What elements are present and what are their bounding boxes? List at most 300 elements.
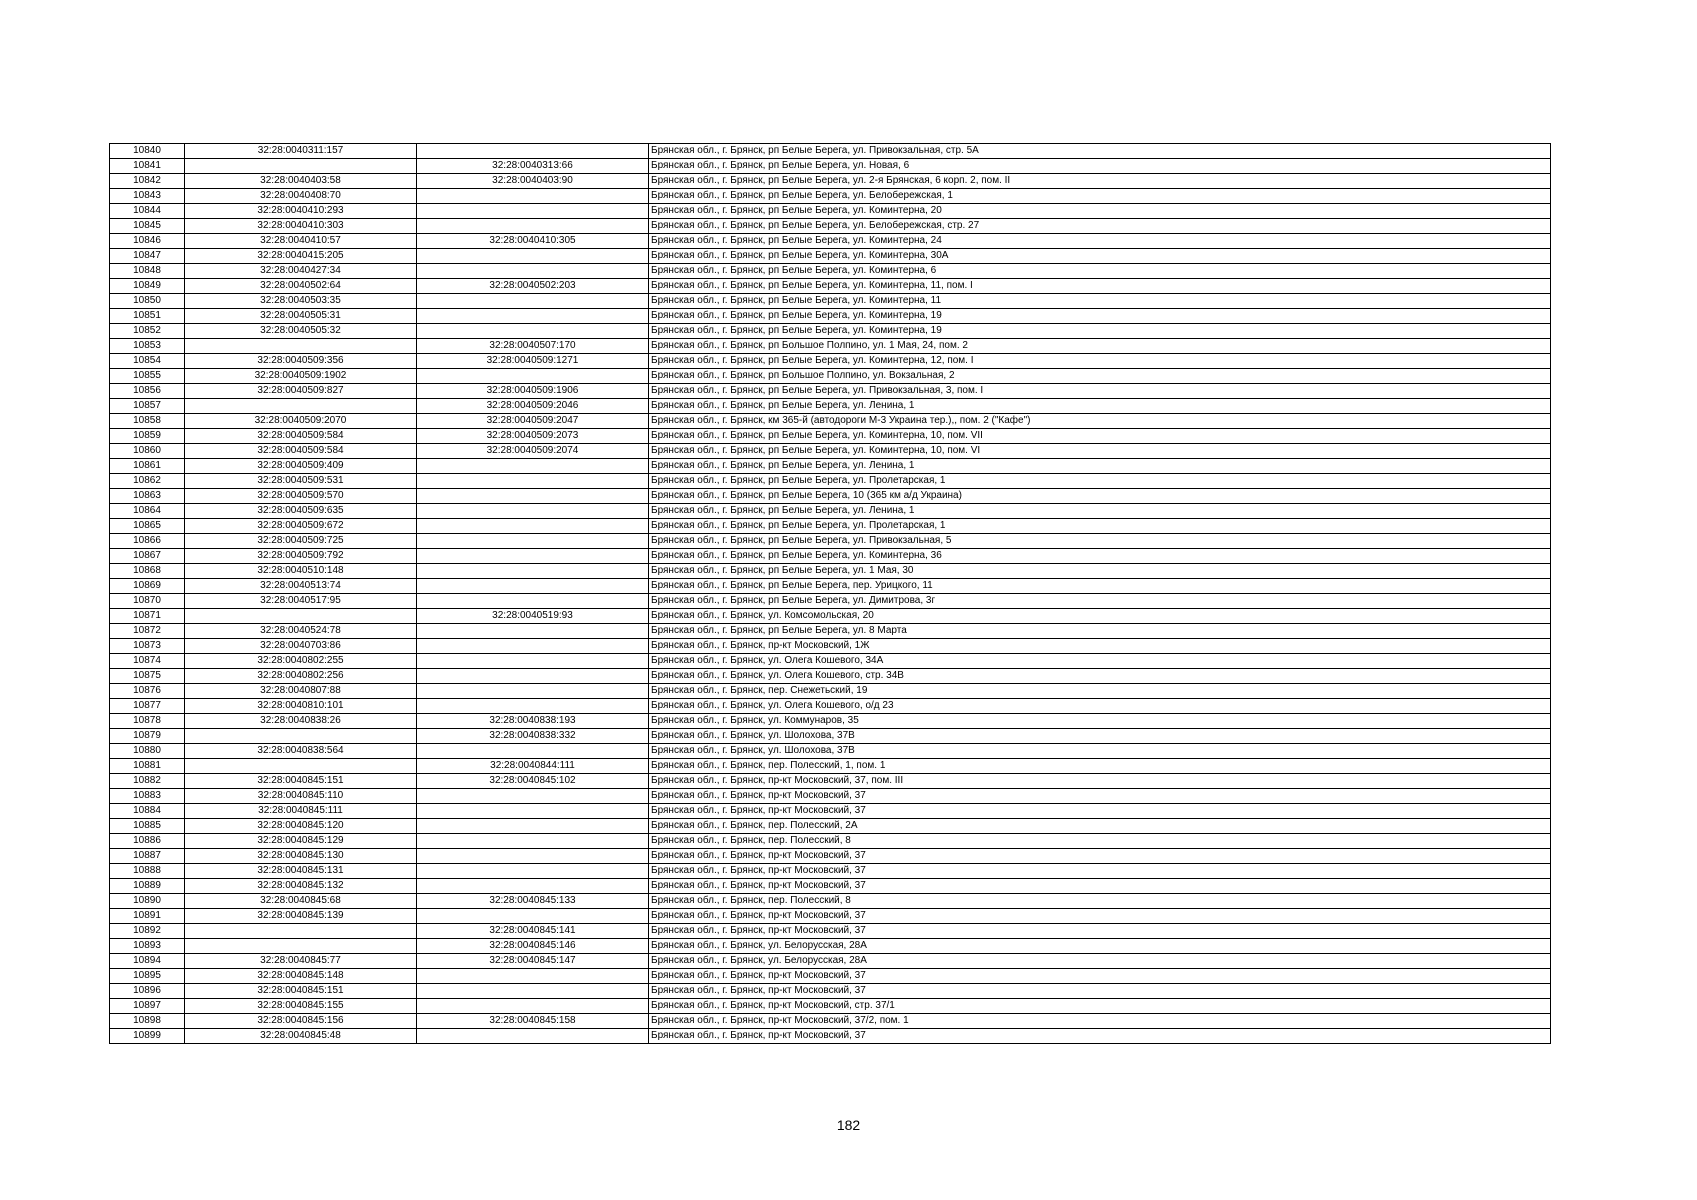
cadastral-number-cell: 32:28:0040845:139 <box>185 909 417 924</box>
related-cadastral-number-cell <box>417 549 649 564</box>
table-row <box>110 264 1551 279</box>
related-cadastral-number-cell <box>417 744 649 759</box>
cadastral-number-cell: 32:28:0040524:78 <box>185 624 417 639</box>
table-row <box>110 174 1551 189</box>
cadastral-number-cell: 32:28:0040427:34 <box>185 264 417 279</box>
related-cadastral-number-cell: 32:28:0040845:147 <box>417 954 649 969</box>
cadastral-number-cell: 32:28:0040509:725 <box>185 534 417 549</box>
table-row <box>110 324 1551 339</box>
table-row <box>110 159 1551 174</box>
related-cadastral-number-cell <box>417 804 649 819</box>
related-cadastral-number-cell <box>417 639 649 654</box>
cadastral-number-cell: 32:28:0040802:256 <box>185 669 417 684</box>
row-number-cell: 10848 <box>110 264 185 279</box>
row-number-cell: 10868 <box>110 564 185 579</box>
cadastral-number-cell: 32:28:0040810:101 <box>185 699 417 714</box>
table-row <box>110 339 1551 354</box>
related-cadastral-number-cell <box>417 594 649 609</box>
address-cell: Брянская обл., г. Брянск, пр-кт Московский, 37 <box>649 864 1551 879</box>
table-row <box>110 354 1551 369</box>
related-cadastral-number-cell <box>417 879 649 894</box>
row-number-cell: 10883 <box>110 789 185 804</box>
address-cell: Брянская обл., г. Брянск, пр-кт Московский, 37 <box>649 849 1551 864</box>
table-row <box>110 444 1551 459</box>
cadastral-number-cell: 32:28:0040403:58 <box>185 174 417 189</box>
table-row <box>110 729 1551 744</box>
row-number-cell: 10869 <box>110 579 185 594</box>
related-cadastral-number-cell: 32:28:0040845:146 <box>417 939 649 954</box>
related-cadastral-number-cell <box>417 864 649 879</box>
address-cell: Брянская обл., г. Брянск, рп Белые Берега, ул. Ленина, 1 <box>649 399 1551 414</box>
address-cell: Брянская обл., г. Брянск, пр-кт Московский, 37, пом. III <box>649 774 1551 789</box>
row-number-cell: 10873 <box>110 639 185 654</box>
related-cadastral-number-cell <box>417 504 649 519</box>
cadastral-number-cell <box>185 609 417 624</box>
address-cell: Брянская обл., г. Брянск, ул. Шолохова, 37В <box>649 744 1551 759</box>
address-cell: Брянская обл., г. Брянск, ул. Комсомольская, 20 <box>649 609 1551 624</box>
row-number-cell: 10881 <box>110 759 185 774</box>
related-cadastral-number-cell <box>417 219 649 234</box>
row-number-cell: 10874 <box>110 654 185 669</box>
address-cell: Брянская обл., г. Брянск, рп Белые Берега, ул. Новая, 6 <box>649 159 1551 174</box>
table-row <box>110 744 1551 759</box>
related-cadastral-number-cell: 32:28:0040509:1271 <box>417 354 649 369</box>
row-number-cell: 10862 <box>110 474 185 489</box>
address-cell: Брянская обл., г. Брянск, пр-кт Московский, 37 <box>649 879 1551 894</box>
table-row <box>110 894 1551 909</box>
related-cadastral-number-cell <box>417 849 649 864</box>
address-cell: Брянская обл., г. Брянск, пр-кт Московский, стр. 37/1 <box>649 999 1551 1014</box>
cadastral-number-cell <box>185 759 417 774</box>
cadastral-number-cell: 32:28:0040510:148 <box>185 564 417 579</box>
related-cadastral-number-cell: 32:28:0040509:2046 <box>417 399 649 414</box>
related-cadastral-number-cell: 32:28:0040507:170 <box>417 339 649 354</box>
address-cell: Брянская обл., г. Брянск, ул. Белорусская, 28А <box>649 939 1551 954</box>
row-number-cell: 10877 <box>110 699 185 714</box>
related-cadastral-number-cell <box>417 1029 649 1044</box>
row-number-cell: 10858 <box>110 414 185 429</box>
table-row <box>110 369 1551 384</box>
address-cell: Брянская обл., г. Брянск, пер. Снежетьский, 19 <box>649 684 1551 699</box>
related-cadastral-number-cell <box>417 294 649 309</box>
related-cadastral-number-cell: 32:28:0040509:2073 <box>417 429 649 444</box>
related-cadastral-number-cell: 32:28:0040845:141 <box>417 924 649 939</box>
row-number-cell: 10854 <box>110 354 185 369</box>
table-row <box>110 189 1551 204</box>
address-cell: Брянская обл., г. Брянск, рп Большое Полпино, ул. Вокзальная, 2 <box>649 369 1551 384</box>
row-number-cell: 10866 <box>110 534 185 549</box>
table-row <box>110 459 1551 474</box>
table-row <box>110 144 1551 159</box>
cadastral-number-cell: 32:28:0040845:156 <box>185 1014 417 1029</box>
address-cell: Брянская обл., г. Брянск, пр-кт Московский, 37/2, пом. 1 <box>649 1014 1551 1029</box>
cadastral-number-cell: 32:28:0040517:95 <box>185 594 417 609</box>
cadastral-number-cell: 32:28:0040509:672 <box>185 519 417 534</box>
related-cadastral-number-cell <box>417 474 649 489</box>
address-cell: Брянская обл., г. Брянск, пр-кт Московский, 1Ж <box>649 639 1551 654</box>
cadastral-number-cell: 32:28:0040845:151 <box>185 984 417 999</box>
related-cadastral-number-cell <box>417 699 649 714</box>
table-row <box>110 669 1551 684</box>
table-row <box>110 549 1551 564</box>
related-cadastral-number-cell: 32:28:0040519:93 <box>417 609 649 624</box>
cadastral-number-cell <box>185 939 417 954</box>
row-number-cell: 10856 <box>110 384 185 399</box>
cadastral-number-cell: 32:28:0040845:132 <box>185 879 417 894</box>
cadastral-number-cell: 32:28:0040509:635 <box>185 504 417 519</box>
table-row <box>110 384 1551 399</box>
address-cell: Брянская обл., г. Брянск, пр-кт Московский, 37 <box>649 804 1551 819</box>
address-cell: Брянская обл., г. Брянск, рп Белые Берега, ул. 8 Марта <box>649 624 1551 639</box>
row-number-cell: 10872 <box>110 624 185 639</box>
related-cadastral-number-cell <box>417 999 649 1014</box>
row-number-cell: 10890 <box>110 894 185 909</box>
table-row <box>110 864 1551 879</box>
table-row <box>110 309 1551 324</box>
cadastral-number-cell: 32:28:0040845:77 <box>185 954 417 969</box>
row-number-cell: 10899 <box>110 1029 185 1044</box>
cadastral-number-cell: 32:28:0040502:64 <box>185 279 417 294</box>
table-row <box>110 234 1551 249</box>
cadastral-number-cell: 32:28:0040838:26 <box>185 714 417 729</box>
related-cadastral-number-cell <box>417 264 649 279</box>
related-cadastral-number-cell <box>417 324 649 339</box>
row-number-cell: 10889 <box>110 879 185 894</box>
address-cell: Брянская обл., г. Брянск, рп Белые Берега, ул. Димитрова, 3г <box>649 594 1551 609</box>
row-number-cell: 10893 <box>110 939 185 954</box>
address-cell: Брянская обл., г. Брянск, рп Белые Берега, ул. Коминтерна, 20 <box>649 204 1551 219</box>
table-row <box>110 849 1551 864</box>
table-row <box>110 819 1551 834</box>
address-cell: Брянская обл., г. Брянск, рп Большое Полпино, ул. 1 Мая, 24, пом. 2 <box>649 339 1551 354</box>
address-cell: Брянская обл., г. Брянск, рп Белые Берега, ул. 2-я Брянская, 6 корп. 2, пом. II <box>649 174 1551 189</box>
address-cell: Брянская обл., г. Брянск, пр-кт Московский, 37 <box>649 969 1551 984</box>
address-cell: Брянская обл., г. Брянск, пер. Полесский, 8 <box>649 894 1551 909</box>
related-cadastral-number-cell <box>417 654 649 669</box>
row-number-cell: 10853 <box>110 339 185 354</box>
row-number-cell: 10855 <box>110 369 185 384</box>
related-cadastral-number-cell <box>417 819 649 834</box>
related-cadastral-number-cell <box>417 459 649 474</box>
cadastral-number-cell: 32:28:0040408:70 <box>185 189 417 204</box>
related-cadastral-number-cell <box>417 534 649 549</box>
related-cadastral-number-cell <box>417 309 649 324</box>
row-number-cell: 10852 <box>110 324 185 339</box>
related-cadastral-number-cell <box>417 519 649 534</box>
related-cadastral-number-cell <box>417 249 649 264</box>
related-cadastral-number-cell: 32:28:0040502:203 <box>417 279 649 294</box>
row-number-cell: 10849 <box>110 279 185 294</box>
row-number-cell: 10882 <box>110 774 185 789</box>
address-cell: Брянская обл., г. Брянск, пр-кт Московский, 37 <box>649 909 1551 924</box>
address-cell: Брянская обл., г. Брянск, рп Белые Берега, ул. Белобережская, 1 <box>649 189 1551 204</box>
cadastral-number-cell: 32:28:0040505:32 <box>185 324 417 339</box>
row-number-cell: 10895 <box>110 969 185 984</box>
table-row <box>110 699 1551 714</box>
address-cell: Брянская обл., г. Брянск, рп Белые Берега, ул. Белобережская, стр. 27 <box>649 219 1551 234</box>
address-cell: Брянская обл., г. Брянск, пр-кт Московский, 37 <box>649 789 1551 804</box>
related-cadastral-number-cell <box>417 984 649 999</box>
cadastral-number-cell: 32:28:0040509:356 <box>185 354 417 369</box>
table-row <box>110 759 1551 774</box>
related-cadastral-number-cell: 32:28:0040410:305 <box>417 234 649 249</box>
cadastral-number-cell: 32:28:0040311:157 <box>185 144 417 159</box>
related-cadastral-number-cell <box>417 834 649 849</box>
cadastral-number-cell: 32:28:0040845:151 <box>185 774 417 789</box>
row-number-cell: 10840 <box>110 144 185 159</box>
row-number-cell: 10859 <box>110 429 185 444</box>
address-cell: Брянская обл., г. Брянск, рп Белые Берега, ул. Коминтерна, 30А <box>649 249 1551 264</box>
cadastral-number-cell <box>185 159 417 174</box>
cadastral-number-cell: 32:28:0040509:409 <box>185 459 417 474</box>
related-cadastral-number-cell <box>417 204 649 219</box>
related-cadastral-number-cell <box>417 684 649 699</box>
row-number-cell: 10843 <box>110 189 185 204</box>
table-row <box>110 624 1551 639</box>
cadastral-number-cell: 32:28:0040509:570 <box>185 489 417 504</box>
address-cell: Брянская обл., г. Брянск, ул. Олега Кошевого, о/д 23 <box>649 699 1551 714</box>
address-cell: Брянская обл., г. Брянск, рп Белые Берега, ул. Пролетарская, 1 <box>649 519 1551 534</box>
table-row <box>110 414 1551 429</box>
related-cadastral-number-cell <box>417 579 649 594</box>
row-number-cell: 10863 <box>110 489 185 504</box>
table-row <box>110 219 1551 234</box>
row-number-cell: 10860 <box>110 444 185 459</box>
related-cadastral-number-cell: 32:28:0040403:90 <box>417 174 649 189</box>
cadastral-number-cell: 32:28:0040410:303 <box>185 219 417 234</box>
table-row <box>110 399 1551 414</box>
table-row <box>110 579 1551 594</box>
related-cadastral-number-cell <box>417 369 649 384</box>
row-number-cell: 10842 <box>110 174 185 189</box>
row-number-cell: 10896 <box>110 984 185 999</box>
address-cell: Брянская обл., г. Брянск, рп Белые Берега, ул. Привокзальная, 3, пом. I <box>649 384 1551 399</box>
row-number-cell: 10880 <box>110 744 185 759</box>
cadastral-number-cell: 32:28:0040845:148 <box>185 969 417 984</box>
table-row <box>110 939 1551 954</box>
table-row <box>110 879 1551 894</box>
cadastral-number-cell: 32:28:0040415:205 <box>185 249 417 264</box>
cadastral-number-cell: 32:28:0040807:88 <box>185 684 417 699</box>
address-cell: Брянская обл., г. Брянск, рп Белые Берега, ул. Коминтерна, 6 <box>649 264 1551 279</box>
table-row <box>110 684 1551 699</box>
address-cell: Брянская обл., г. Брянск, рп Белые Берега, ул. Ленина, 1 <box>649 459 1551 474</box>
cadastral-number-cell: 32:28:0040845:120 <box>185 819 417 834</box>
cadastral-number-cell: 32:28:0040410:293 <box>185 204 417 219</box>
address-cell: Брянская обл., г. Брянск, рп Белые Берега, ул. Коминтерна, 19 <box>649 324 1551 339</box>
cadastral-number-cell: 32:28:0040509:2070 <box>185 414 417 429</box>
address-cell: Брянская обл., г. Брянск, рп Белые Берега, ул. Коминтерна, 36 <box>649 549 1551 564</box>
address-cell: Брянская обл., г. Брянск, ул. Олега Кошевого, 34А <box>649 654 1551 669</box>
cadastral-number-cell: 32:28:0040509:584 <box>185 444 417 459</box>
address-cell: Брянская обл., г. Брянск, рп Белые Берега, ул. Пролетарская, 1 <box>649 474 1551 489</box>
related-cadastral-number-cell <box>417 789 649 804</box>
row-number-cell: 10875 <box>110 669 185 684</box>
table-row <box>110 474 1551 489</box>
related-cadastral-number-cell: 32:28:0040313:66 <box>417 159 649 174</box>
row-number-cell: 10871 <box>110 609 185 624</box>
cadastral-number-cell: 32:28:0040802:255 <box>185 654 417 669</box>
related-cadastral-number-cell: 32:28:0040844:111 <box>417 759 649 774</box>
row-number-cell: 10844 <box>110 204 185 219</box>
table-row <box>110 249 1551 264</box>
row-number-cell: 10847 <box>110 249 185 264</box>
related-cadastral-number-cell: 32:28:0040509:2047 <box>417 414 649 429</box>
page-number: 182 <box>836 1117 861 1133</box>
cadastral-number-cell <box>185 399 417 414</box>
cadastral-number-cell: 32:28:0040505:31 <box>185 309 417 324</box>
cadastral-number-cell: 32:28:0040845:155 <box>185 999 417 1014</box>
address-cell: Брянская обл., г. Брянск, рп Белые Берега, пер. Урицкого, 11 <box>649 579 1551 594</box>
row-number-cell: 10865 <box>110 519 185 534</box>
table-row <box>110 969 1551 984</box>
address-cell: Брянская обл., г. Брянск, пр-кт Московский, 37 <box>649 984 1551 999</box>
row-number-cell: 10897 <box>110 999 185 1014</box>
cadastral-number-cell: 32:28:0040838:564 <box>185 744 417 759</box>
address-cell: Брянская обл., г. Брянск, рп Белые Берега, ул. Ленина, 1 <box>649 504 1551 519</box>
table-row <box>110 504 1551 519</box>
table-row <box>110 999 1551 1014</box>
cadastral-number-cell: 32:28:0040509:1902 <box>185 369 417 384</box>
cadastral-number-cell <box>185 729 417 744</box>
table-body <box>110 144 1551 1044</box>
related-cadastral-number-cell: 32:28:0040845:133 <box>417 894 649 909</box>
table-row <box>110 654 1551 669</box>
related-cadastral-number-cell: 32:28:0040845:102 <box>417 774 649 789</box>
row-number-cell: 10892 <box>110 924 185 939</box>
row-number-cell: 10885 <box>110 819 185 834</box>
table-row <box>110 534 1551 549</box>
row-number-cell: 10898 <box>110 1014 185 1029</box>
cadastral-number-cell: 32:28:0040503:35 <box>185 294 417 309</box>
related-cadastral-number-cell: 32:28:0040838:332 <box>417 729 649 744</box>
cadastral-number-cell: 32:28:0040703:86 <box>185 639 417 654</box>
row-number-cell: 10888 <box>110 864 185 879</box>
table-row <box>110 714 1551 729</box>
address-cell: Брянская обл., г. Брянск, рп Белые Берега, ул. Привокзальная, стр. 5А <box>649 144 1551 159</box>
row-number-cell: 10857 <box>110 399 185 414</box>
address-cell: Брянская обл., г. Брянск, рп Белые Берега, ул. Привокзальная, 5 <box>649 534 1551 549</box>
row-number-cell: 10861 <box>110 459 185 474</box>
cadastral-number-cell: 32:28:0040845:48 <box>185 1029 417 1044</box>
table-row <box>110 294 1551 309</box>
table-row <box>110 909 1551 924</box>
row-number-cell: 10867 <box>110 549 185 564</box>
address-cell: Брянская обл., г. Брянск, пр-кт Московский, 37 <box>649 924 1551 939</box>
cadastral-number-cell: 32:28:0040513:74 <box>185 579 417 594</box>
table-row <box>110 489 1551 504</box>
table-row <box>110 519 1551 534</box>
cadastral-number-cell: 32:28:0040509:792 <box>185 549 417 564</box>
related-cadastral-number-cell <box>417 969 649 984</box>
table-row <box>110 834 1551 849</box>
cadastral-number-cell <box>185 924 417 939</box>
row-number-cell: 10878 <box>110 714 185 729</box>
row-number-cell: 10876 <box>110 684 185 699</box>
address-cell: Брянская обл., г. Брянск, рп Белые Берега, ул. Коминтерна, 19 <box>649 309 1551 324</box>
address-cell: Брянская обл., г. Брянск, пр-кт Московский, 37 <box>649 1029 1551 1044</box>
address-cell: Брянская обл., г. Брянск, рп Белые Берега, ул. Коминтерна, 24 <box>649 234 1551 249</box>
cadastral-number-cell: 32:28:0040509:531 <box>185 474 417 489</box>
cadastral-number-cell: 32:28:0040845:110 <box>185 789 417 804</box>
related-cadastral-number-cell: 32:28:0040509:2074 <box>417 444 649 459</box>
cadastral-table <box>109 143 1551 1044</box>
cadastral-number-cell: 32:28:0040845:130 <box>185 849 417 864</box>
row-number-cell: 10851 <box>110 309 185 324</box>
address-cell: Брянская обл., г. Брянск, рп Белые Берега, ул. Коминтерна, 10, пом. VII <box>649 429 1551 444</box>
row-number-cell: 10864 <box>110 504 185 519</box>
row-number-cell: 10886 <box>110 834 185 849</box>
row-number-cell: 10850 <box>110 294 185 309</box>
table-row <box>110 639 1551 654</box>
address-cell: Брянская обл., г. Брянск, ул. Олега Кошевого, стр. 34В <box>649 669 1551 684</box>
address-cell: Брянская обл., г. Брянск, пер. Полесский, 1, пом. 1 <box>649 759 1551 774</box>
address-cell: Брянская обл., г. Брянск, рп Белые Берега, ул. Коминтерна, 12, пом. I <box>649 354 1551 369</box>
row-number-cell: 10870 <box>110 594 185 609</box>
cadastral-number-cell <box>185 339 417 354</box>
cadastral-number-cell: 32:28:0040845:111 <box>185 804 417 819</box>
address-cell: Брянская обл., г. Брянск, ул. Шолохова, 37В <box>649 729 1551 744</box>
table-row <box>110 204 1551 219</box>
address-cell: Брянская обл., г. Брянск, пер. Полесский, 2А <box>649 819 1551 834</box>
table-row <box>110 564 1551 579</box>
table-row <box>110 594 1551 609</box>
related-cadastral-number-cell <box>417 564 649 579</box>
address-cell: Брянская обл., г. Брянск, рп Белые Берега, ул. 1 Мая, 30 <box>649 564 1551 579</box>
related-cadastral-number-cell <box>417 144 649 159</box>
cadastral-number-cell: 32:28:0040845:129 <box>185 834 417 849</box>
table-row <box>110 804 1551 819</box>
address-cell: Брянская обл., г. Брянск, рп Белые Берега, 10 (365 км а/д Украина) <box>649 489 1551 504</box>
address-cell: Брянская обл., г. Брянск, рп Белые Берега, ул. Коминтерна, 10, пом. VI <box>649 444 1551 459</box>
related-cadastral-number-cell: 32:28:0040838:193 <box>417 714 649 729</box>
table-row <box>110 1029 1551 1044</box>
table-row <box>110 1014 1551 1029</box>
cadastral-number-cell: 32:28:0040410:57 <box>185 234 417 249</box>
address-cell: Брянская обл., г. Брянск, рп Белые Берега, ул. Коминтерна, 11, пом. I <box>649 279 1551 294</box>
related-cadastral-number-cell <box>417 189 649 204</box>
address-cell: Брянская обл., г. Брянск, ул. Белорусская, 28А <box>649 954 1551 969</box>
address-cell: Брянская обл., г. Брянск, рп Белые Берега, ул. Коминтерна, 11 <box>649 294 1551 309</box>
cadastral-number-cell: 32:28:0040509:827 <box>185 384 417 399</box>
related-cadastral-number-cell: 32:28:0040845:158 <box>417 1014 649 1029</box>
table-row <box>110 789 1551 804</box>
row-number-cell: 10887 <box>110 849 185 864</box>
table-row <box>110 279 1551 294</box>
row-number-cell: 10841 <box>110 159 185 174</box>
row-number-cell: 10846 <box>110 234 185 249</box>
row-number-cell: 10891 <box>110 909 185 924</box>
related-cadastral-number-cell <box>417 669 649 684</box>
table-row <box>110 609 1551 624</box>
row-number-cell: 10884 <box>110 804 185 819</box>
address-cell: Брянская обл., г. Брянск, ул. Коммунаров, 35 <box>649 714 1551 729</box>
table-row <box>110 429 1551 444</box>
row-number-cell: 10894 <box>110 954 185 969</box>
table-row <box>110 954 1551 969</box>
cadastral-number-cell: 32:28:0040845:131 <box>185 864 417 879</box>
related-cadastral-number-cell <box>417 489 649 504</box>
address-cell: Брянская обл., г. Брянск, пер. Полесский, 8 <box>649 834 1551 849</box>
table-row <box>110 984 1551 999</box>
row-number-cell: 10879 <box>110 729 185 744</box>
row-number-cell: 10845 <box>110 219 185 234</box>
table-row <box>110 924 1551 939</box>
address-cell: Брянская обл., г. Брянск, км 365-й (автодороги М-3 Украина тер.),, пом. 2 ("Кафе") <box>649 414 1551 429</box>
cadastral-number-cell: 32:28:0040845:68 <box>185 894 417 909</box>
cadastral-number-cell: 32:28:0040509:584 <box>185 429 417 444</box>
related-cadastral-number-cell <box>417 909 649 924</box>
